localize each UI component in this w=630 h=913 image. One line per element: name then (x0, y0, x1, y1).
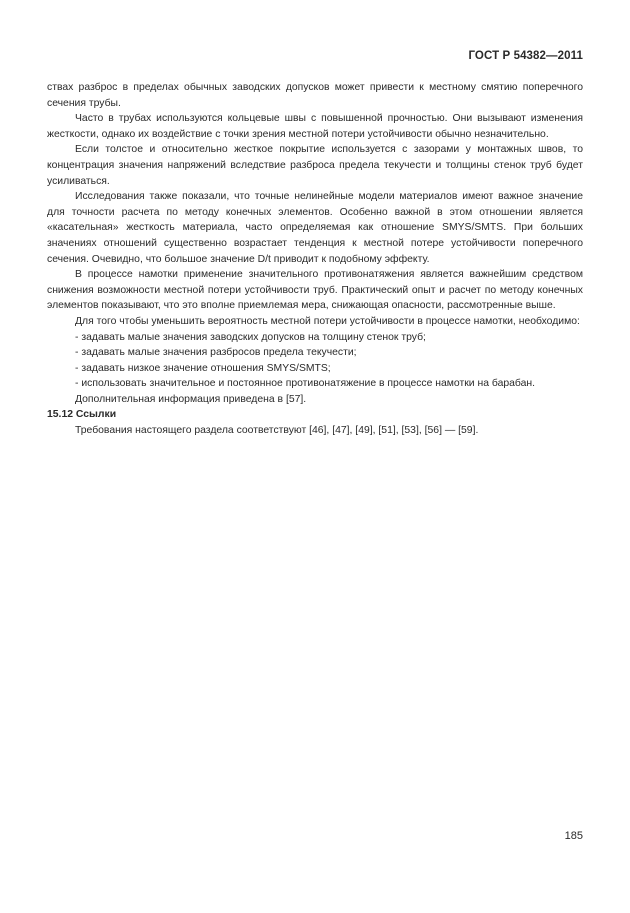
page-number: 185 (564, 830, 583, 842)
list-item: - использовать значительное и постоянное противонатяжение в процессе намотки на барабан. (75, 378, 536, 390)
paragraph-continuation: ствах разброс в пределах обычных заводских допусков может привести к местному смятию поперечного сечения трубы. (47, 82, 583, 109)
body-text (47, 80, 583, 439)
paragraph-research: Исследования также показали, что точные нелинейные модели материалов имеют важное значение для точности расчета по методу конечных элементов. Особенно важной в этом отношении является «касательная» жесткость материала, часто определяемая как отношение SMYS/SMTS. При больших значениях отношений существенно возрастает тенденция к местной потере устойчивости поперечного сечения. Очевидно, что большое значение D/t приводит к подобному эффекту. (47, 191, 583, 265)
paragraph-additional-info: Дополнительная информация приведена в [57]. (75, 393, 307, 405)
list-item: - задавать низкое значение отношения SMYS/SMTS; (75, 362, 331, 374)
paragraph-back-tension: В процессе намотки применение значительного противонатяжения является важнейшим средством снижения возможности местной потери устойчивости труб. Практический опыт и расчет по методу конечных элементов показывают, что это вполне приемлемая мера, снижающая опасности, рассмотренные выше. (47, 269, 583, 312)
paragraph-requirements-intro: Для того чтобы уменьшить вероятность местной потери устойчивости в процессе намотки, необходимо: (75, 315, 580, 327)
document-id-header: ГОСТ Р 54382—2011 (468, 50, 583, 62)
list-item: - задавать малые значения разбросов предела текучести; (75, 347, 357, 359)
section-heading: 15.12 Ссылки (47, 409, 117, 421)
list-item: - задавать малые значения заводских допусков на толщину стенок труб; (75, 331, 426, 343)
paragraph-coating: Если толстое и относительно жесткое покрытие используется с зазорами у монтажных швов, то концентрация значения напряжений вследствие разброса предела текучести и толщины стенок труб будет усиливаться. (47, 144, 583, 187)
paragraph-references: Требования настоящего раздела соответствуют [46], [47], [49], [51], [53], [56] — [59]. (75, 425, 479, 437)
paragraph-ring-welds: Часто в трубах используются кольцевые швы с повышенной прочностью. Они вызывают изменения жесткости, однако их воздействие с точки зрения местной потери устойчивости обычно незначительно. (47, 113, 583, 140)
